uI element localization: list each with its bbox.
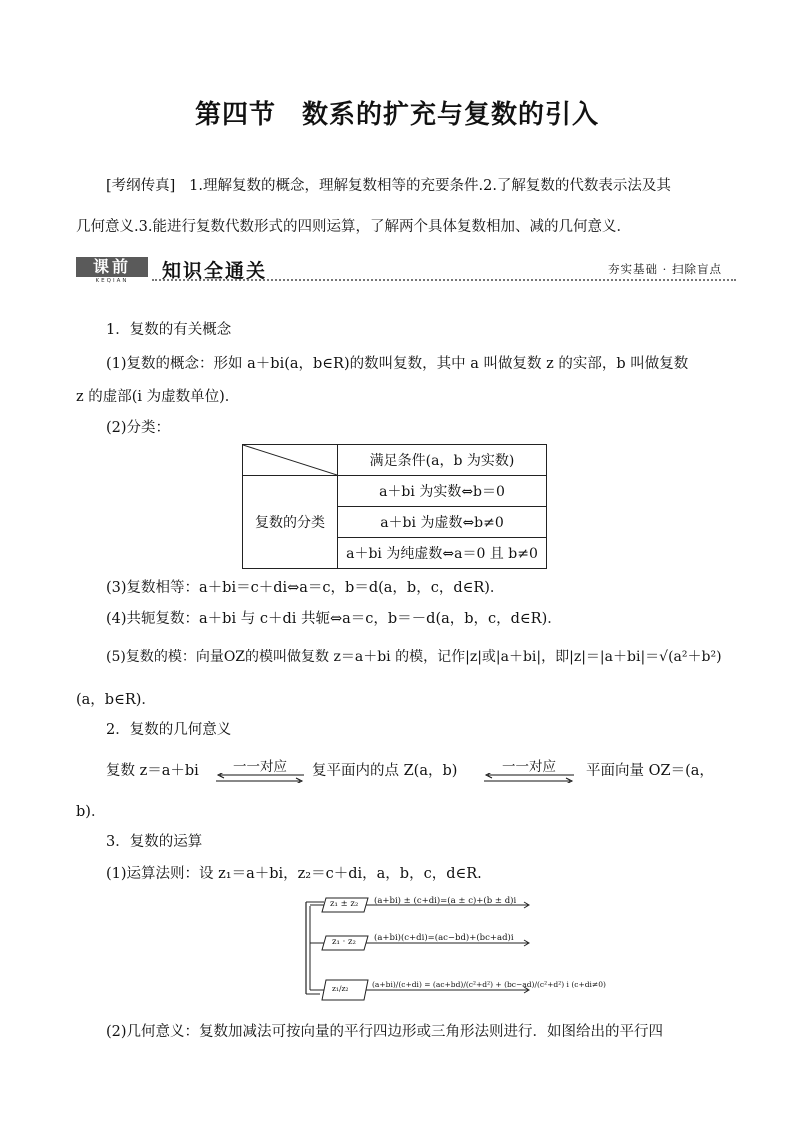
banner-slogan: 夯实基础 · 扫除盲点	[608, 262, 722, 276]
banner-tag: 课前	[76, 257, 148, 277]
s2-right: 平面向量 OZ＝(a，	[586, 763, 714, 779]
page-title	[0, 94, 794, 131]
title-part1: 第四节	[194, 100, 276, 130]
s3-p2: (2)几何意义：复数加减法可按向量的平行四边形或三角形法则进行．如图给出的平行四	[106, 1024, 664, 1040]
s2-heading: 2．复数的几何意义	[106, 722, 232, 738]
s1-p5-line2: (a，b∈R)．	[76, 692, 156, 708]
op-mul-label: z₁ · z₂	[332, 937, 356, 947]
syllabus-line2: 几何意义.3.能进行复数代数形式的四则运算，了解两个具体复数相加、减的几何意义．	[76, 219, 631, 235]
s2-middle: 复平面内的点 Z(a，b)	[312, 763, 458, 779]
syllabus-label: [考纲传真]	[106, 178, 176, 194]
op-div-label: z₁/z₂	[332, 984, 349, 993]
classification-table	[242, 444, 547, 569]
s1-p1-line2: z 的虚部(i 为虚数单位)．	[76, 389, 240, 405]
s1-heading: 1．复数的有关概念	[106, 322, 232, 338]
operations-diagram	[300, 896, 606, 1006]
table-cell: a＋bi 为虚数⇔b≠0	[338, 507, 547, 538]
table-row-label: 复数的分类	[243, 476, 338, 569]
op-add-formula: (a+bi) ± (c+di)=(a ± c)+(b ± d)i	[374, 896, 517, 906]
op-add-label: z₁ ± z₂	[330, 899, 359, 909]
title-part2: 数系的扩充与复数的引入	[302, 100, 600, 130]
arrow-label: 一一对应	[233, 759, 287, 775]
table-corner-cell	[243, 445, 338, 476]
table-cell: a＋bi 为纯虚数⇔a＝0 且 b≠0	[338, 538, 547, 569]
double-arrow-icon	[484, 773, 574, 783]
table-cell: a＋bi 为实数⇔b＝0	[338, 476, 547, 507]
banner-tag-sub: KEQIAN	[95, 278, 129, 284]
syllabus-line1	[106, 174, 671, 195]
s1-p5-line1: (5)复数的模：向量OZ的模叫做复数 z＝a＋bi 的模，记作|z|或|a＋bi|，即|z|＝|a＋bi|＝√(a²＋b²)	[106, 649, 722, 665]
op-mul-formula: (a+bi)(c+di)=(ac−bd)+(bc+ad)i	[374, 933, 514, 943]
s2-left: 复数 z＝a＋bi	[106, 763, 199, 779]
arrow-label: 一一对应	[502, 759, 556, 775]
op-div-formula: (a+bi)/(c+di) = (ac+bd)/(c²+d²) + (bc−ad)/(c²+d²) i (c+di≠0)	[372, 980, 606, 989]
s1-p3: (3)复数相等：a＋bi＝c＋di⇔a＝c，b＝d(a，b，c，d∈R)．	[106, 580, 505, 596]
section-banner	[76, 257, 736, 285]
banner-rule	[152, 279, 736, 281]
s2-line2: b)．	[76, 804, 106, 820]
syllabus-text1: 1.理解复数的概念，理解复数相等的充要条件.2.了解复数的代数表示法及其	[189, 178, 671, 194]
table-header: 满足条件(a，b 为实数)	[338, 445, 547, 476]
banner-heading: 知识全通关	[162, 260, 268, 282]
s1-p2: (2)分类：	[106, 420, 171, 436]
double-arrow-icon	[216, 773, 304, 783]
s3-heading: 3．复数的运算	[106, 834, 203, 850]
s3-p1: (1)运算法则：设 z₁＝a＋bi，z₂＝c＋di，a，b，c，d∈R.	[106, 866, 482, 882]
s1-p1-line1: (1)复数的概念：形如 a＋bi(a，b∈R)的数叫复数，其中 a 叫做复数 z 的实部，b 叫做复数	[106, 356, 689, 372]
s1-p4: (4)共轭复数：a＋bi 与 c＋di 共轭⇔a＝c，b＝－d(a，b，c，d∈R)．	[106, 611, 562, 627]
